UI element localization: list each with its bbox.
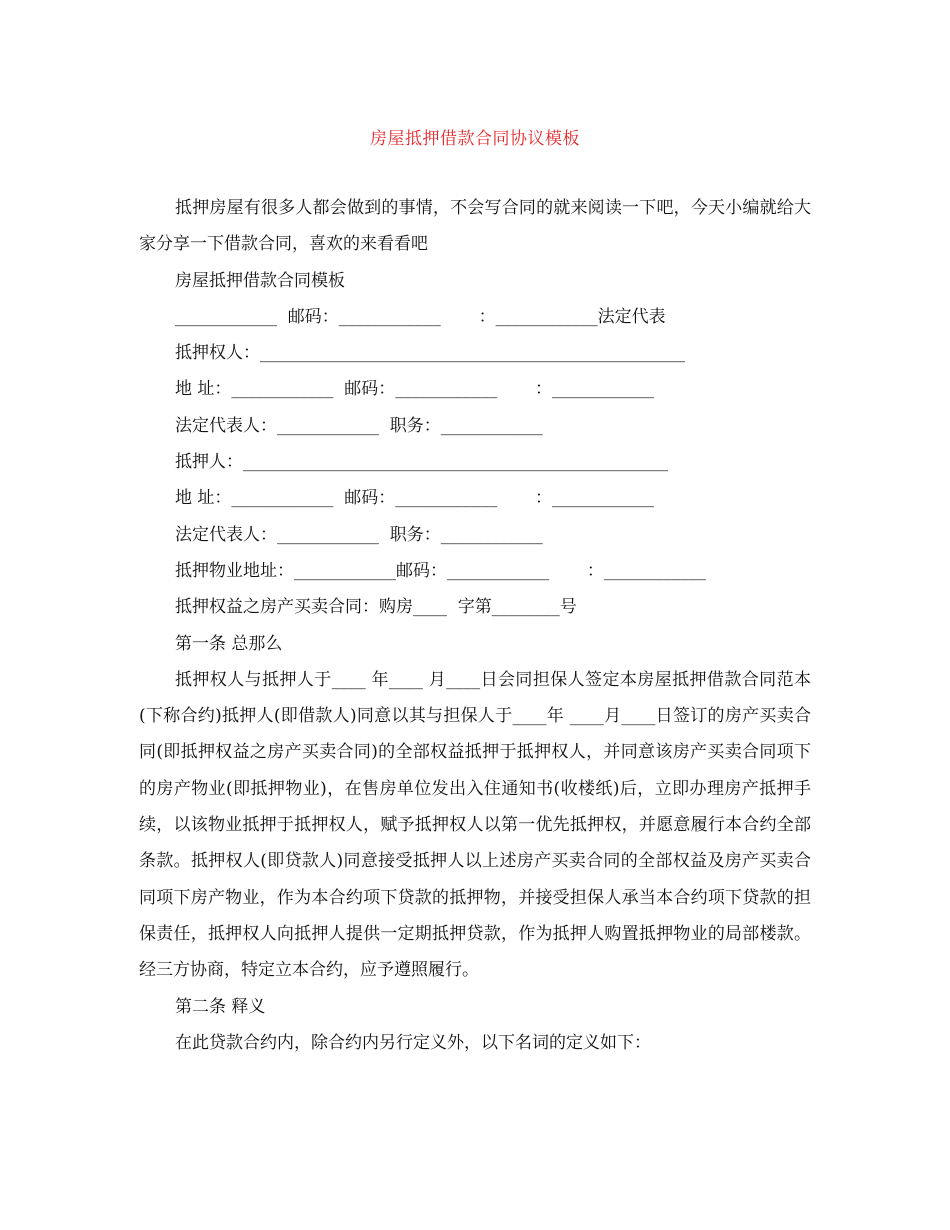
document-body xyxy=(139,190,811,1061)
form-line-purchase-contract: 抵押权益之房产买卖合同：购房____ 字第________号 xyxy=(175,597,577,618)
article-1-heading: 第一条 总那么 xyxy=(175,633,283,654)
form-line-mortgagor-address: 地 址：____________ 邮码：____________ ：____________ xyxy=(175,488,655,509)
form-line-mortgagor: 抵押人：__________________________________________________ xyxy=(175,452,668,473)
subtitle-paragraph: 房屋抵押借款合同模板 xyxy=(175,270,345,291)
form-line-mortgagee-representative: 法定代表人：____________ 职务：____________ xyxy=(175,415,543,436)
article-2-text: 在此贷款合约内，除合约内另行定义外，以下名词的定义如下： xyxy=(175,1032,651,1053)
form-line-party: ____________ 邮码：____________ ：____________法定代表 xyxy=(175,306,666,327)
form-line-property-address: 抵押物业地址：____________邮码：____________ ：____________ xyxy=(175,560,706,581)
intro-paragraph: 抵押房屋有很多人都会做到的事情，不会写合同的就来阅读一下吧，今天小编就给大家分享一下借款合同，喜欢的来看看吧 xyxy=(139,198,811,255)
document-title: 房屋抵押借款合同协议模板 xyxy=(370,129,580,149)
form-line-mortgagee: 抵押权人：__________________________________________________ xyxy=(175,343,685,364)
article-1-text: 抵押权人与抵押人于____ 年____ 月____日会同担保人签定本房屋抵押借款合同范本(下称合约)抵押人(即借款人)同意以其与担保人于____年 ____月____日签订的房产买卖合同(即抵押权益之房产买卖合同)的全部权益抵押于抵押权人，并同意该房产买卖合同项下的房产物业(即抵押物业)，在售房单位发出入住通知书(收楼纸)后，立即办理房产抵押手续，以该物业抵押于抵押权人，赋予抵押权人以第一优先抵押权，并愿意履行本合约全部条款。抵押权人(即贷款人)同意接受抵押人以上述房产买卖合同的全部权益及房产买卖合同项下房产物业，作为本合约项下贷款的抵押物，并接受担保人承当本合约项下贷款的担保责任，抵押权人向抵押人提供一定期抵押贷款，作为抵押人购置抵押物业的局部楼款。经三方协商，特定立本合约，应予遵照履行。 xyxy=(139,669,811,981)
article-2-heading: 第二条 释义 xyxy=(175,996,266,1017)
form-line-mortgagor-representative: 法定代表人：____________ 职务：____________ xyxy=(175,524,543,545)
form-line-mortgagee-address: 地 址：____________ 邮码：____________ ：____________ xyxy=(175,379,655,400)
